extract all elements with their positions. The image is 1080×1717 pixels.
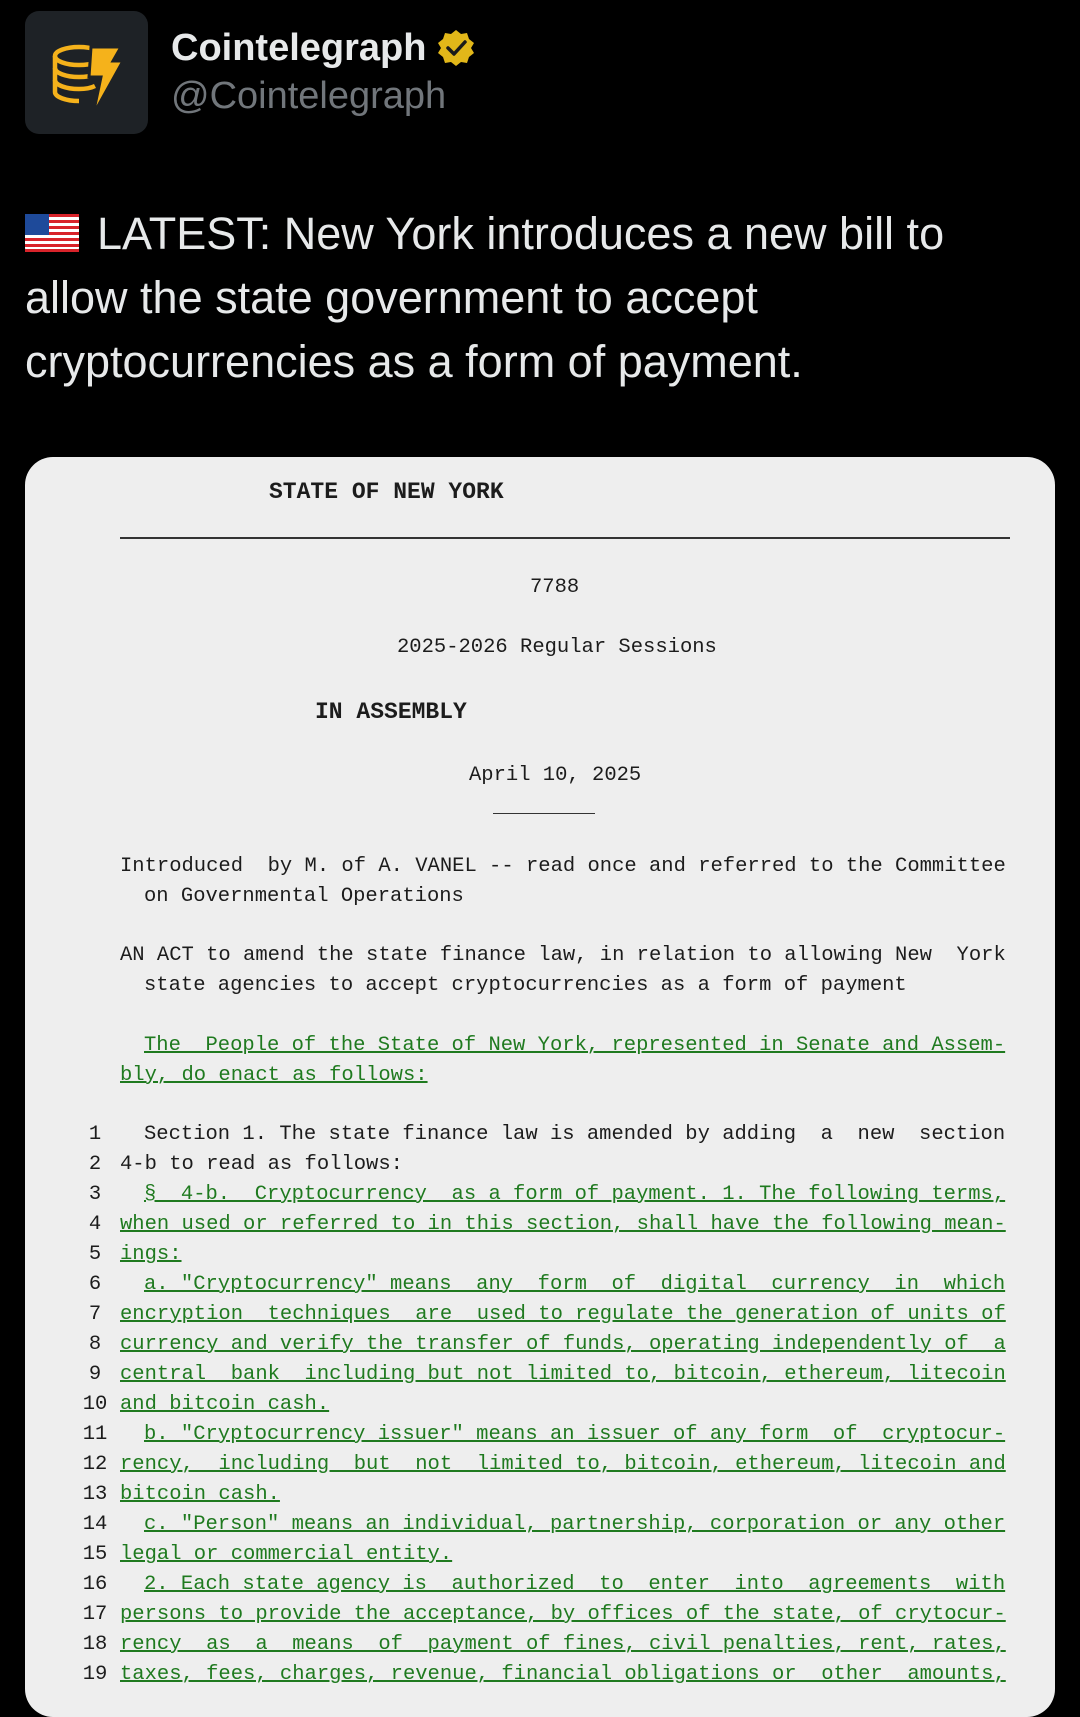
line-number: 5	[88, 1243, 102, 1266]
body-line: 4-b to read as follows:	[120, 1153, 403, 1176]
state-title: STATE OF NEW YORK	[269, 479, 504, 505]
user-handle[interactable]: @Cointelegraph	[171, 75, 447, 117]
body-line: rency, including but not limited to, bitcoin, ethereum, litecoin and	[120, 1453, 1006, 1476]
line-number: 17	[82, 1603, 108, 1626]
tweet-line	[25, 202, 1045, 266]
line-number: 9	[88, 1363, 102, 1386]
line-number: 6	[88, 1273, 102, 1296]
line-number: 11	[82, 1423, 108, 1446]
body-line: persons to provide the acceptance, by offices of the state, of crytocur-	[120, 1603, 1006, 1626]
session: 2025-2026 Regular Sessions	[397, 636, 717, 659]
line-number: 14	[82, 1513, 108, 1536]
line-number: 3	[88, 1183, 102, 1206]
avatar[interactable]	[25, 11, 148, 134]
line-number: 15	[82, 1543, 108, 1566]
body-line: when used or referred to in this section, shall have the following mean-	[120, 1213, 1006, 1236]
bill-number: 7788	[530, 576, 580, 599]
cointelegraph-logo-icon	[25, 11, 148, 134]
body-line: a. "Cryptocurrency" means any form of digital currency in which	[144, 1273, 1006, 1296]
body-line: currency and verify the transfer of funds, operating independently of a	[120, 1333, 1006, 1356]
line-number: 4	[88, 1213, 102, 1236]
line-number: 1	[88, 1123, 102, 1146]
enacting-clause-2: bly, do enact as follows:	[120, 1064, 428, 1087]
body-line: taxes, fees, charges, revenue, financial obligations or other amounts,	[120, 1663, 1006, 1686]
act-line-1: AN ACT to amend the state finance law, in relation to allowing New York	[120, 944, 1006, 967]
chamber: IN ASSEMBLY	[315, 699, 467, 725]
title-divider	[120, 537, 1010, 539]
body-line: legal or commercial entity.	[120, 1543, 453, 1566]
body-line: § 4-b. Cryptocurrency as a form of payment. 1. The following terms,	[144, 1183, 1006, 1206]
act-line-2: state agencies to accept cryptocurrencies as a form of payment	[144, 974, 907, 997]
line-number: 19	[82, 1663, 108, 1686]
verified-badge-icon	[436, 28, 476, 68]
body-line: central bank including but not limited to, bitcoin, ethereum, litecoin	[120, 1363, 1006, 1386]
body-line: Section 1. The state finance law is amended by adding a new section	[144, 1123, 1006, 1146]
enacting-clause-1: The People of the State of New York, represented in Senate and Assem-	[144, 1034, 1006, 1057]
line-number: 18	[82, 1633, 108, 1656]
line-number: 13	[82, 1483, 108, 1506]
line-number: 10	[82, 1393, 108, 1416]
body-line: c. "Person" means an individual, partnership, corporation or any other	[144, 1513, 1006, 1536]
introduced-line-2: on Governmental Operations	[144, 885, 464, 908]
body-line: encryption techniques are used to regulate the generation of units of	[120, 1303, 1006, 1326]
tweet-line-2: allow the state government to accept	[25, 272, 758, 323]
date-divider	[493, 813, 595, 814]
body-line: ings:	[120, 1243, 182, 1266]
display-name-text: Cointelegraph	[171, 26, 427, 69]
introduced-line-1: Introduced by M. of A. VANEL -- read once and referred to the Committee	[120, 855, 1006, 878]
bill-image[interactable]	[25, 457, 1055, 1717]
tweet-text	[25, 202, 1045, 394]
tweet-line-3: cryptocurrencies as a form of payment.	[25, 336, 803, 387]
line-number: 2	[88, 1153, 102, 1176]
body-line: bitcoin cash.	[120, 1483, 280, 1506]
line-number: 8	[88, 1333, 102, 1356]
body-line: b. "Cryptocurrency issuer" means an issuer of any form of cryptocur-	[144, 1423, 1006, 1446]
line-number: 7	[88, 1303, 102, 1326]
body-line: 2. Each state agency is authorized to enter into agreements with	[144, 1573, 1006, 1596]
body-line: and bitcoin cash.	[120, 1393, 330, 1416]
line-number: 16	[82, 1573, 108, 1596]
tweet-line-1: LATEST: New York introduces a new bill to	[97, 208, 945, 259]
us-flag-icon	[25, 205, 79, 243]
display-name[interactable]	[171, 22, 476, 74]
line-number: 12	[82, 1453, 108, 1476]
body-line: rency as a means of payment of fines, civil penalties, rent, rates,	[120, 1633, 1006, 1656]
bill-date: April 10, 2025	[469, 764, 642, 787]
